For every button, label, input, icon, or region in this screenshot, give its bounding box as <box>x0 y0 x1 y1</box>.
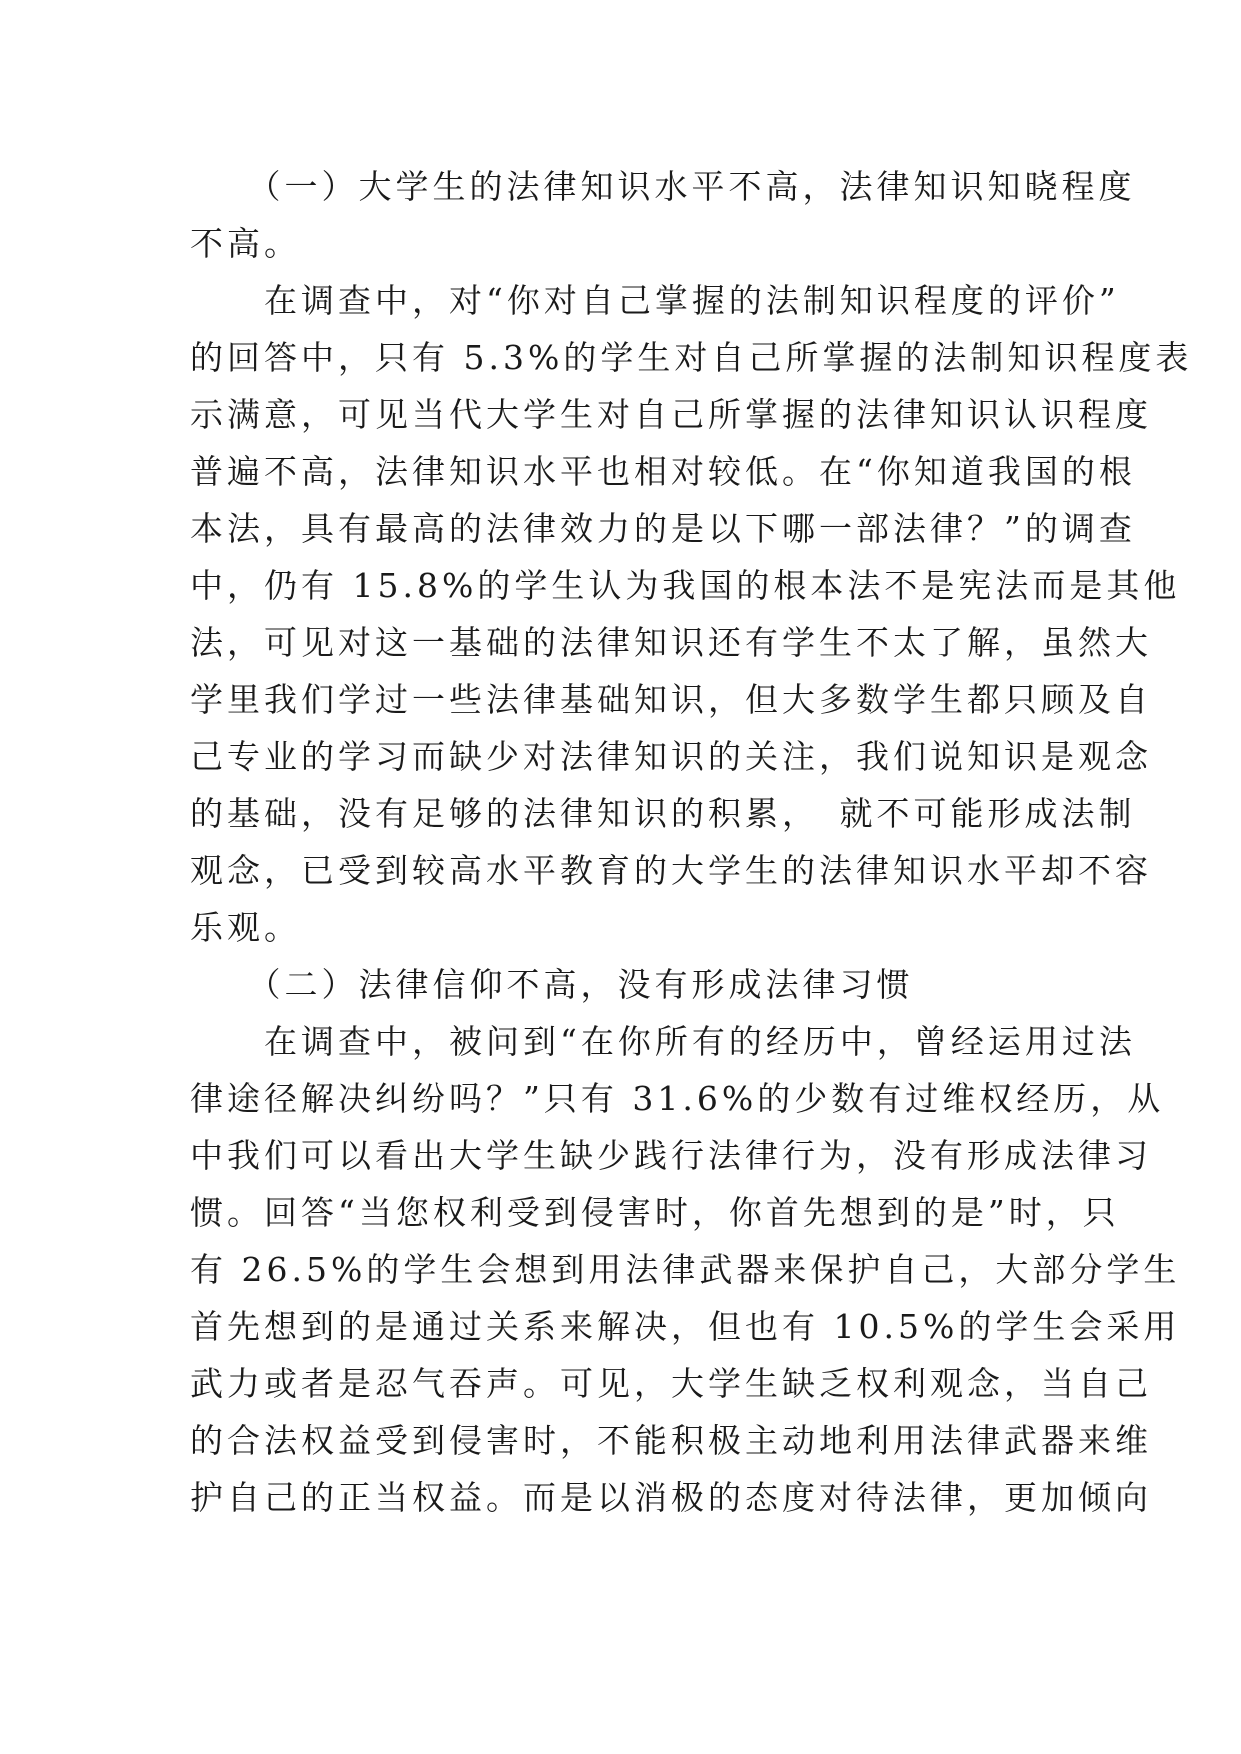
text-line: 武力或者是忍气吞声。可见，大学生缺乏权利观念，当自己 <box>190 1364 1152 1403</box>
text-line: 有 26.5%的学生会想到用法律武器来保护自己，大部分学生 <box>190 1250 1181 1289</box>
text-line: 律途径解决纠纷吗？”只有 31.6%的少数有过维权经历，从 <box>190 1079 1165 1118</box>
text-line: 护自己的正当权益。而是以消极的态度对待法律，更加倾向 <box>190 1478 1152 1517</box>
text-line: 观念，已受到较高水平教育的大学生的法律知识水平却不容 <box>190 851 1152 890</box>
text-line: （二）法律信仰不高，没有形成法律习惯 <box>190 965 914 1004</box>
text-line: 首先想到的是通过关系来解决，但也有 10.5%的学生会采用 <box>190 1307 1181 1346</box>
text-line: 在调查中，被问到“在你所有的经历中，曾经运用过法 <box>190 1022 1136 1061</box>
text-line: 的回答中，只有 5.3%的学生对自己所掌握的法制知识程度表 <box>190 338 1193 377</box>
text-line: 乐观。 <box>190 908 301 947</box>
text-line: 本法，具有最高的法律效力的是以下哪一部法律？”的调查 <box>190 509 1136 548</box>
text-line: （一）大学生的法律知识水平不高，法律知识知晓程度 <box>190 167 1136 206</box>
text-line: 学里我们学过一些法律基础知识，但大多数学生都只顾及自 <box>190 680 1152 719</box>
text-line: 己专业的学习而缺少对法律知识的关注，我们说知识是观念 <box>190 737 1152 776</box>
text-line: 法，可见对这一基础的法律知识还有学生不太了解，虽然大 <box>190 623 1152 662</box>
text-line: 的基础，没有足够的法律知识的积累， 就不可能形成法制 <box>190 794 1136 833</box>
text-line: 不高。 <box>190 224 301 263</box>
text-line: 的合法权益受到侵害时，不能积极主动地利用法律武器来维 <box>190 1421 1152 1460</box>
text-line: 示满意，可见当代大学生对自己所掌握的法律知识认识程度 <box>190 395 1152 434</box>
text-line: 普遍不高，法律知识水平也相对较低。在“你知道我国的根 <box>190 452 1136 491</box>
text-line: 中我们可以看出大学生缺少践行法律行为，没有形成法律习 <box>190 1136 1152 1175</box>
text-line: 惯。回答“当您权利受到侵害时，你首先想到的是”时，只 <box>190 1193 1120 1232</box>
text-line: 在调查中，对“你对自己掌握的法制知识程度的评价” <box>190 281 1120 320</box>
text-line: 中，仍有 15.8%的学生认为我国的根本法不是宪法而是其他 <box>190 566 1181 605</box>
